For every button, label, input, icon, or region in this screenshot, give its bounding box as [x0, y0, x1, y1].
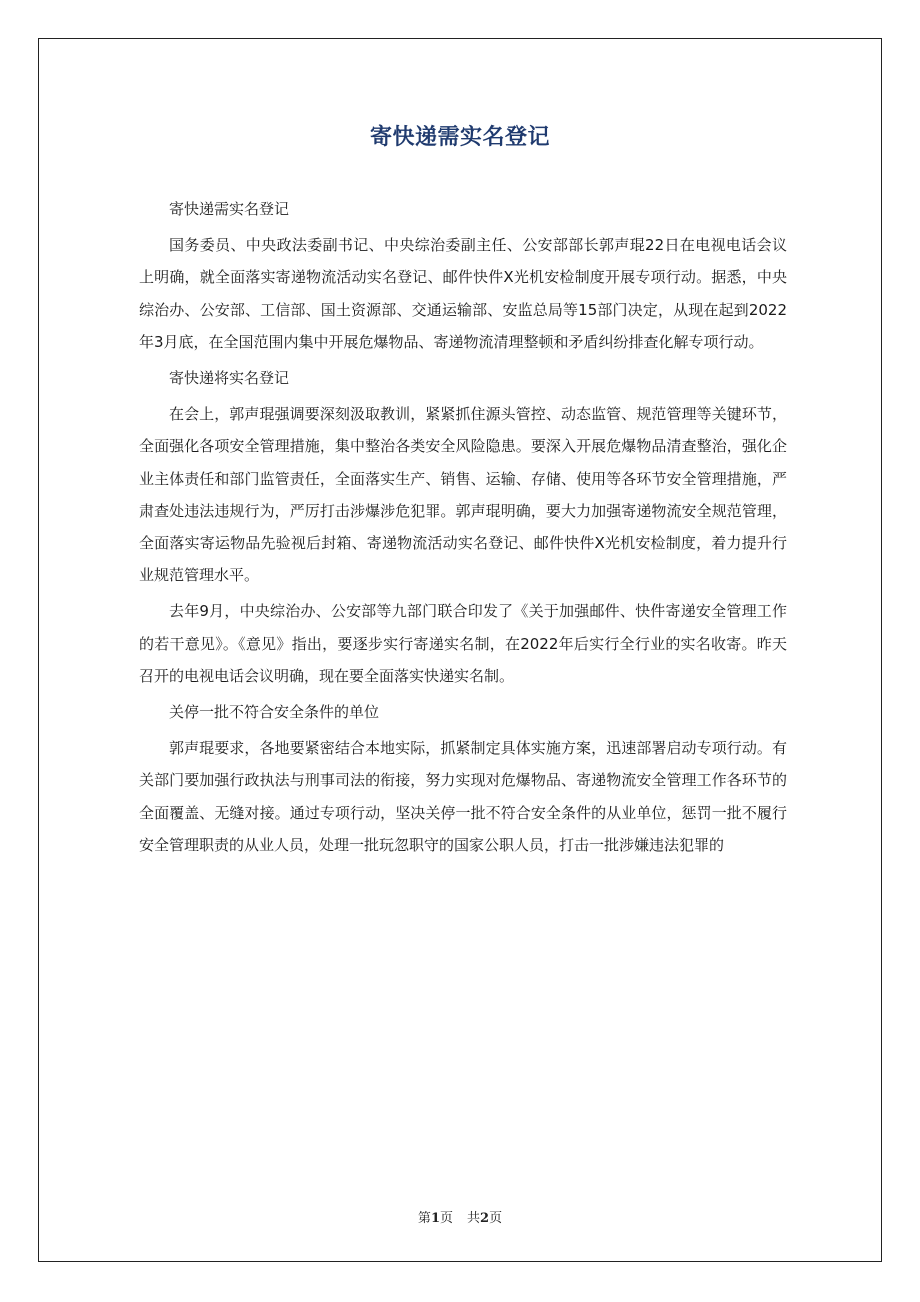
paragraph: 在会上，郭声琨强调要深刻汲取教训，紧紧抓住源头管控、动态监管、规范管理等关键环节，全面强化各项安全管理措施，集中整治各类安全风险隐患。要深入开展危爆物品清查整治，强化企业主体责任和部门监管责任，全面落实生产、销售、运输、存储、使用等各环节安全管理措施，严肃查处违法违规行为，严厉打击涉爆涉危犯罪。郭声琨明确，要大力加强寄递物流安全规范管理，全面落实寄运物品先验视后封箱、寄递物流活动实名登记、邮件快件X光机安检制度，着力提升行业规范管理水平。 [139, 405, 787, 585]
page-footer [0, 1207, 920, 1226]
total-prefix: 共 [467, 1211, 481, 1226]
page-current: 1 [430, 1211, 440, 1226]
document-title: 寄快递需实名登记 [369, 125, 550, 150]
page-total: 2 [480, 1211, 490, 1226]
paragraph-subheading: 寄快递将实名登记 [169, 369, 290, 388]
page-unit: 页 [439, 1211, 453, 1226]
paragraph-subheading: 寄快递需实名登记 [169, 200, 290, 218]
total-unit: 页 [489, 1211, 503, 1226]
document-body [139, 193, 787, 865]
page-prefix: 第 [417, 1211, 431, 1226]
paragraph: 国务委员、中央政法委副书记、中央综治委副主任、公安部部长郭声琨22日在电视电话会议上明确，就全面落实寄递物流活动实名登记、邮件快件X光机安检制度开展专项行动。据悉，中央综治办、公安部、工信部、国土资源部、交通运输部、安监总局等15部门决定，从现在起到2022年3月底，在全国范围内集中开展危爆物品、寄递物流清理整顿和矛盾纠纷排查化解专项行动。 [139, 236, 787, 351]
paragraph: 郭声琨要求，各地要紧密结合本地实际，抓紧制定具体实施方案，迅速部署启动专项行动。有关部门要加强行政执法与刑事司法的衔接，努力实现对危爆物品、寄递物流安全管理工作各环节的全面覆盖、无缝对接。通过专项行动，坚决关停一批不符合安全条件的从业单位，惩罚一批不履行安全管理职责的从业人员，处理一批玩忽职守的国家公职人员，打击一批涉嫌违法犯罪的 [139, 739, 787, 854]
paragraph: 去年9月，中央综治办、公安部等九部门联合印发了《关于加强邮件、快件寄递安全管理工作的若干意见》。《意见》指出，要逐步实行寄递实名制，在2022年后实行全行业的实名收寄。昨天召开的电视电话会议明确，现在要全面落实快递实名制。 [139, 602, 787, 685]
paragraph-subheading: 关停一批不符合安全条件的单位 [169, 703, 380, 722]
